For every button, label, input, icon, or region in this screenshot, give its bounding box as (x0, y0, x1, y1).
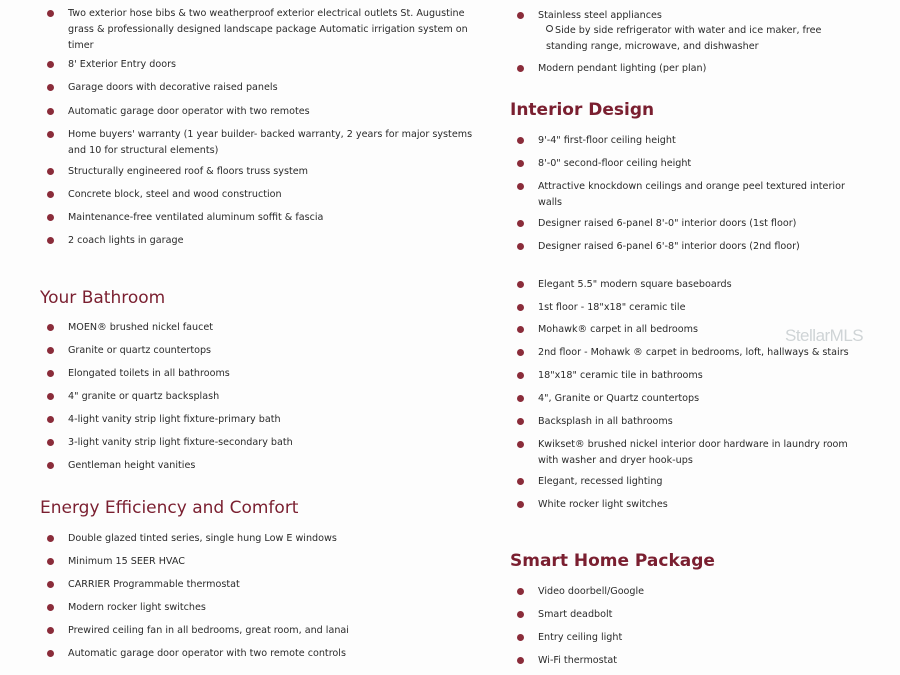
bullet-icon (47, 347, 54, 354)
bullet-icon (47, 439, 54, 446)
list-item: Smart deadbolt (510, 607, 860, 623)
list-item: Entry ceiling light (510, 630, 860, 646)
bathroom-section-title: Your Bathroom (40, 288, 166, 308)
bullet-icon (517, 160, 524, 167)
smart-home-section-title: Smart Home Package (510, 551, 715, 571)
list-item: Mohawk® carpet in all bedrooms (510, 322, 860, 338)
kitchen-sub-item: Side by side refrigerator with water and ice maker, free standing range, microwave, and dishwasher (546, 25, 822, 52)
list-item: 18"x18" ceramic tile in bathrooms (510, 368, 860, 384)
bullet-icon (47, 10, 54, 17)
list-item: 4-light vanity strip light fixture-primary bath (40, 412, 480, 428)
bullet-icon (517, 281, 524, 288)
list-item: Elegant, recessed lighting (510, 474, 860, 490)
hollow-bullet-icon (546, 25, 553, 32)
bullet-icon (47, 627, 54, 634)
bullet-icon (517, 12, 524, 19)
bullet-icon (47, 581, 54, 588)
list-item: 4" granite or quartz backsplash (40, 389, 480, 405)
list-item: Prewired ceiling fan in all bedrooms, great room, and lanai (40, 623, 480, 639)
list-item: 8'-0" second-floor ceiling height (510, 156, 860, 172)
list-item: Video doorbell/Google (510, 584, 860, 600)
list-item: Home buyers' warranty (1 year builder- backed warranty, 2 years for major systems and 10 for structural elements) (40, 127, 480, 159)
bullet-icon (47, 214, 54, 221)
list-item: MOEN® brushed nickel faucet (40, 320, 480, 336)
list-item: Elegant 5.5" modern square baseboards (510, 277, 860, 293)
bullet-icon (517, 418, 524, 425)
list-item: Designer raised 6-panel 8'-0" interior doors (1st floor) (510, 216, 860, 232)
bullet-icon (47, 61, 54, 68)
bullet-icon (47, 84, 54, 91)
list-item: CARRIER Programmable thermostat (40, 577, 480, 593)
bullet-icon (47, 650, 54, 657)
bullet-icon (517, 183, 524, 190)
bullet-icon (517, 657, 524, 664)
list-item: Elongated toilets in all bathrooms (40, 366, 480, 382)
bullet-icon (47, 324, 54, 331)
bullet-icon (517, 326, 524, 333)
bullet-icon (517, 395, 524, 402)
list-item: Minimum 15 SEER HVAC (40, 554, 480, 570)
list-item: Garage doors with decorative raised panels (40, 80, 480, 96)
list-item: Automatic garage door operator with two remote controls (40, 646, 480, 662)
bullet-icon (517, 137, 524, 144)
bullet-icon (517, 478, 524, 485)
list-item: Double glazed tinted series, single hung Low E windows (40, 531, 480, 547)
list-item: 2 coach lights in garage (40, 233, 480, 249)
list-item: 4", Granite or Quartz countertops (510, 391, 860, 407)
bullet-icon (47, 416, 54, 423)
list-item: Designer raised 6-panel 6'-8" interior doors (2nd floor) (510, 239, 860, 255)
bullet-icon (47, 393, 54, 400)
bullet-icon (517, 441, 524, 448)
list-item: Granite or quartz countertops (40, 343, 480, 359)
bullet-icon (517, 349, 524, 356)
bullet-icon (47, 237, 54, 244)
list-item: Gentleman height vanities (40, 458, 480, 474)
list-item: Modern rocker light switches (40, 600, 480, 616)
bullet-icon (47, 131, 54, 138)
stellar-mls-watermark: StellarMLS (785, 326, 864, 345)
list-item: Wi-Fi thermostat (510, 653, 860, 669)
bullet-icon (47, 558, 54, 565)
bullet-icon (517, 372, 524, 379)
list-item: Structurally engineered roof & floors truss system (40, 164, 480, 180)
bullet-icon (517, 243, 524, 250)
list-item: Backsplash in all bathrooms (510, 414, 860, 430)
list-item: Stainless steel appliances (510, 8, 860, 24)
bullet-icon (517, 65, 524, 72)
list-item: 9'-4" first-floor ceiling height (510, 133, 860, 149)
list-item: Maintenance-free ventilated aluminum soffit & fascia (40, 210, 480, 226)
bullet-icon (47, 370, 54, 377)
bullet-icon (47, 462, 54, 469)
list-item: 1st floor - 18"x18" ceramic tile (510, 300, 860, 316)
list-item: Concrete block, steel and wood construction (40, 187, 480, 203)
bullet-icon (47, 168, 54, 175)
bullet-icon (47, 108, 54, 115)
list-item: White rocker light switches (510, 497, 860, 513)
interior-section-title: Interior Design (510, 100, 655, 120)
bullet-icon (47, 191, 54, 198)
list-item: Two exterior hose bibs & two weatherproof exterior electrical outlets St. Augustine grass & professionally designed landscape package Automatic irrigation system on timer (40, 6, 480, 54)
bullet-icon (517, 588, 524, 595)
list-item: Kwikset® brushed nickel interior door hardware in laundry room with washer and dryer hook-ups (510, 437, 860, 469)
list-item: 3-light vanity strip light fixture-secondary bath (40, 435, 480, 451)
bullet-icon (517, 304, 524, 311)
list-item: Automatic garage door operator with two remotes (40, 104, 480, 120)
list-item: 8' Exterior Entry doors (40, 57, 480, 73)
list-item: Modern pendant lighting (per plan) (510, 61, 860, 77)
list-item: Attractive knockdown ceilings and orange peel textured interior walls (510, 179, 860, 211)
bullet-icon (517, 634, 524, 641)
bullet-icon (47, 535, 54, 542)
bullet-icon (517, 220, 524, 227)
list-item: 2nd floor - Mohawk ® carpet in bedrooms, loft, hallways & stairs (510, 345, 860, 361)
bullet-icon (517, 611, 524, 618)
energy-section-title: Energy Efficiency and Comfort (40, 498, 299, 518)
bullet-icon (47, 604, 54, 611)
bullet-icon (517, 501, 524, 508)
